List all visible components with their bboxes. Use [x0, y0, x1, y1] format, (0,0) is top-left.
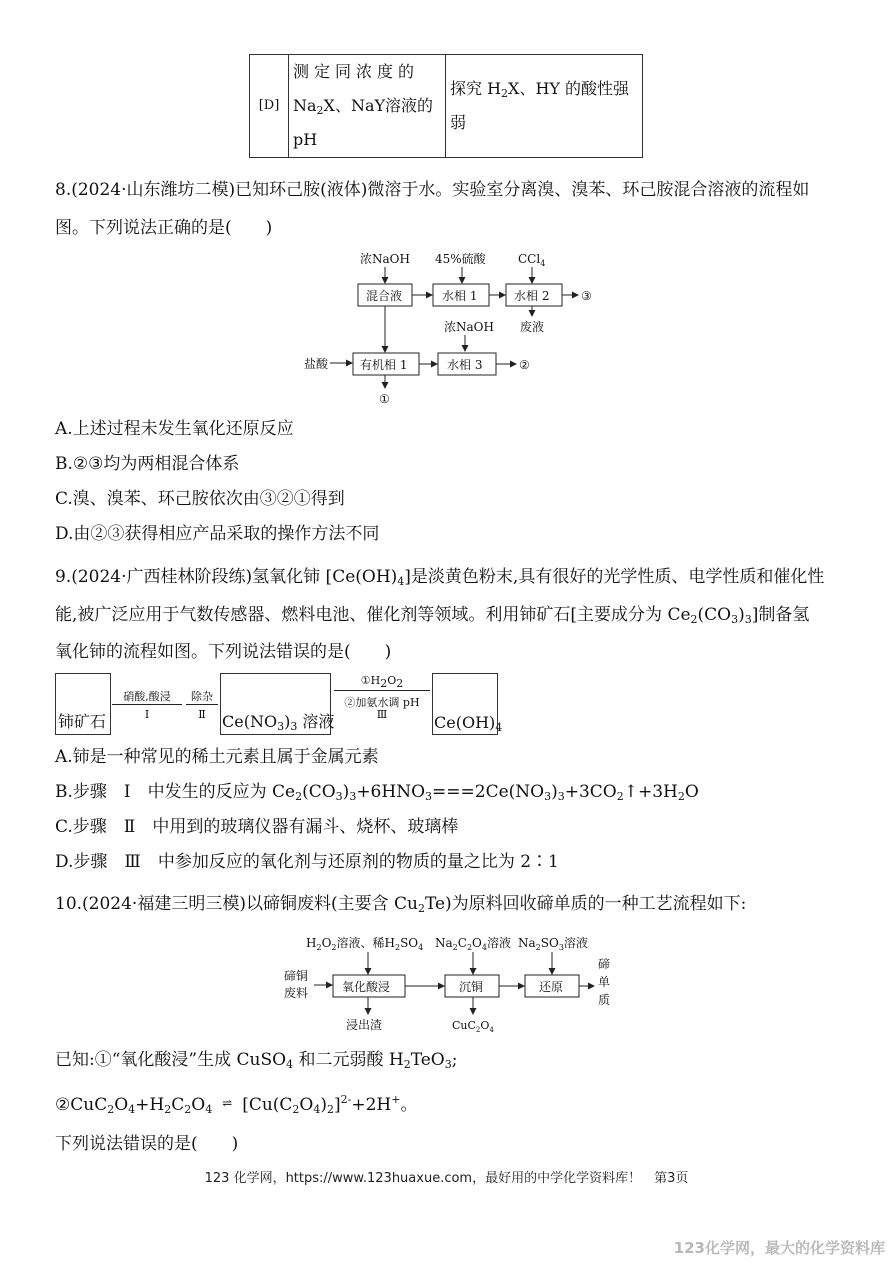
- q9-step3-label1: $①H_2O_2$: [360, 674, 404, 690]
- q8-option-a[interactable]: A.上述过程未发生氧化还原反应: [55, 419, 294, 439]
- q10-box-reduce-label: 还原: [539, 980, 564, 994]
- q9-step2-arrow: [186, 704, 218, 705]
- q10-box-cu-label: 沉铜: [459, 980, 484, 994]
- table-right-cell: 探究 $H_2X$、HY 的酸性强 弱: [446, 55, 643, 158]
- table-label: [D]: [250, 55, 289, 158]
- q8-box-org1-label: 有机相 1: [360, 358, 408, 372]
- q8-option-c[interactable]: C.溴、溴苯、环己胺依次由③②①得到: [55, 489, 345, 509]
- q8-reagent-naoh-1: 浓NaOH: [360, 252, 410, 266]
- q8-output-2: ②: [519, 358, 530, 372]
- q9-step3-label2: ②加氨水调 pH: [344, 696, 420, 709]
- q10-output-3: 质: [598, 993, 611, 1007]
- q10-output-2: 单: [598, 975, 611, 989]
- q10-known-1: 已知:①“氧化酸浸”生成 CuSO$_4$ 和二元弱酸 $H_2TeO_3$;: [55, 1050, 458, 1071]
- q8-stem-line2: 图。下列说法正确的是( ): [55, 218, 273, 238]
- q8-stem-line1: 8.(2024·山东潍坊二模)已知环己胺(液体)微溶于水。实验室分离溴、溴苯、环己胺混合溶液的流程如: [55, 180, 810, 200]
- q9-option-b[interactable]: B.步骤 Ⅰ 中发生的反应为 $Ce_2(CO_3)_3+6HNO_3===2Ce(NO_3)_3+3CO_2↑+3H_2O$: [55, 782, 699, 803]
- q9-box-ore: 铈矿石: [55, 673, 111, 735]
- q10-waste-2: $CuC_2O_4$: [452, 1019, 494, 1034]
- q9-step2-label: 除杂: [191, 690, 213, 703]
- q9-box-hydroxide: $Ce(OH)_4$: [432, 673, 498, 735]
- q9-step1-arrow: [112, 704, 182, 705]
- q10-output-1: 碲: [598, 957, 611, 971]
- table-left-cell: 测定同浓度的 $Na_2X$、NaY溶液的 pH: [289, 55, 446, 158]
- q8-box-aq1-label: 水相 1: [442, 289, 478, 303]
- q10-input-line1: 碲铜: [284, 969, 309, 983]
- q10-input-line2: 废料: [284, 986, 309, 1000]
- q9-step3-num: Ⅲ: [376, 708, 388, 721]
- q9-step2-num: Ⅱ: [198, 708, 206, 721]
- q8-output-1: ①: [379, 392, 390, 406]
- q9-stem-line1: 9.(2024·广西桂林阶段练)氢氧化铈 $[Ce(OH)_4]$是淡黄色粉末,具有很好的光学性质、电学性质和催化性: [55, 567, 825, 588]
- q8-waste: 废液: [520, 320, 545, 334]
- q8-reagent-h2so4: 45%硫酸: [435, 252, 486, 266]
- q10-stem-line1: 10.(2024·福建三明三模)以碲铜废料(主要含 $Cu_2Te$)为原料回收碲单质的一种工艺流程如下:: [55, 894, 747, 915]
- watermark: 123化学网，最大的化学资料库: [673, 1239, 885, 1257]
- q8-flow-diagram: [300, 250, 610, 410]
- q9-option-a[interactable]: A.铈是一种常见的稀土元素且属于金属元素: [55, 747, 379, 767]
- q10-reagent-1: $H_2O_2$溶液、稀$H_2SO_4$: [306, 936, 424, 952]
- q8-reagent-naoh-2: 浓NaOH: [444, 320, 494, 334]
- q8-reagent-ccl4: CCl$_4$: [518, 252, 546, 268]
- q8-box-aq3-label: 水相 3: [447, 358, 483, 372]
- q9-stem-line3: 氧化铈的流程如图。下列说法错误的是( ): [55, 642, 392, 662]
- q8-box-mixture-label: 混合液: [366, 289, 403, 303]
- q9-step1-label: 硝酸,酸浸: [123, 690, 171, 703]
- q10-stem: 下列说法错误的是( ): [55, 1134, 239, 1154]
- q8-reagent-hcl: 盐酸: [304, 357, 329, 371]
- q10-waste-1: 浸出渣: [346, 1018, 383, 1032]
- q8-box-aq2-label: 水相 2: [514, 289, 550, 303]
- q9-step1-num: Ⅰ: [144, 708, 150, 721]
- q10-flow-diagram: [280, 930, 620, 1040]
- q8-output-3: ③: [581, 289, 592, 303]
- q10-box-leach-label: 氧化酸浸: [342, 980, 391, 994]
- q9-step3-arrow: [334, 690, 430, 691]
- q8-option-d[interactable]: D.由②③获得相应产品采取的操作方法不同: [55, 524, 380, 544]
- q9-stem-line2: 能,被广泛应用于气数传感器、燃料电池、催化剂等领域。利用铈矿石[主要成分为 $Ce_2(CO_3)_3$]制备氢: [55, 605, 810, 626]
- q9-option-d[interactable]: D.步骤 Ⅲ 中参加反应的氧化剂与还原剂的物质的量之比为 2∶1: [55, 852, 559, 872]
- q9-option-c[interactable]: C.步骤 Ⅱ 中用到的玻璃仪器有漏斗、烧杯、玻璃棒: [55, 817, 459, 837]
- q10-known-2: $②CuC_2O_4+H_2C_2O_4$ ⇌ $[Cu(C_2O_4)_2]^{2-}+2H^+$。: [55, 1093, 418, 1116]
- q8-option-b[interactable]: B.②③均为两相混合体系: [55, 454, 240, 474]
- q9-box-nitrate: $Ce(NO_3)_3$ 溶液: [220, 673, 331, 735]
- q10-reagent-2: $Na_2C_2O_4$溶液: [435, 936, 511, 952]
- option-table: [249, 54, 643, 158]
- q10-reagent-3: $Na_2SO_3$溶液: [518, 936, 588, 952]
- page-footer: 123 化学网，https://www.123huaxue.com，最好用的中学化学资料库！ 第3页: [204, 1171, 689, 1186]
